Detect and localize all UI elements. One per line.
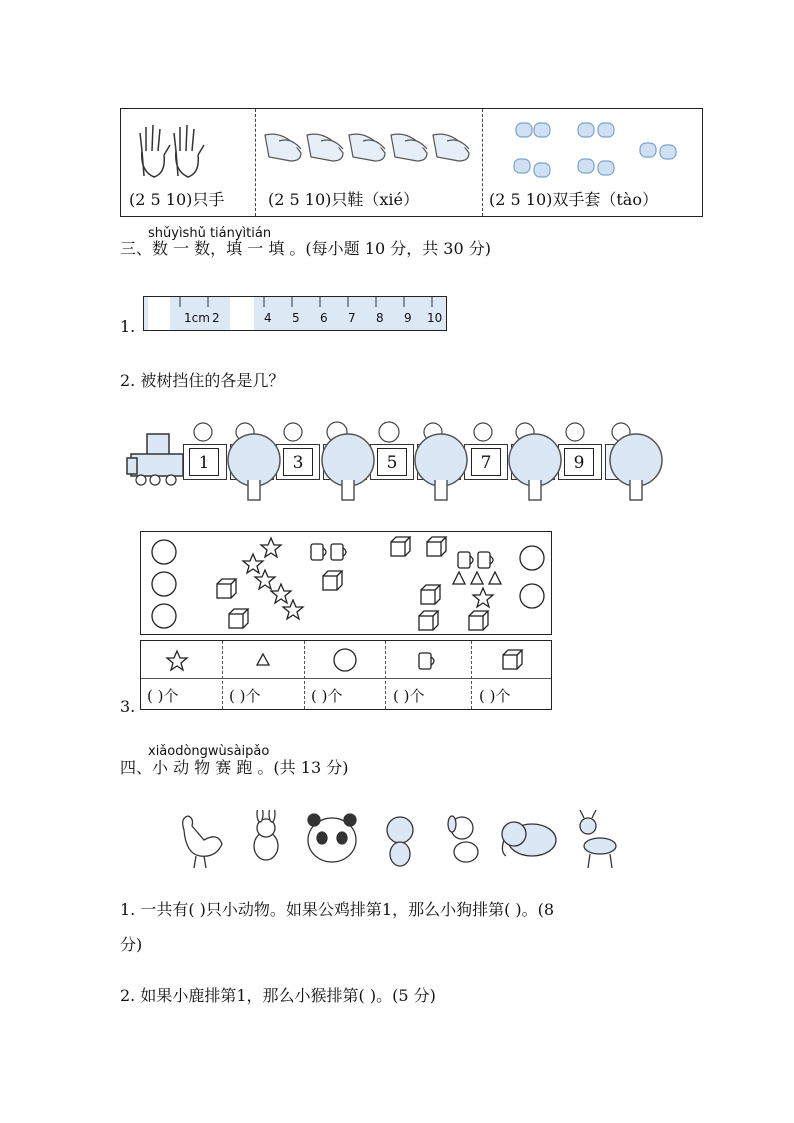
count-answer-triangle[interactable]: ( )个 bbox=[229, 687, 261, 705]
tree-icon bbox=[507, 432, 563, 502]
shapes-picture bbox=[140, 531, 552, 635]
section4-title: 四、小 动 物 赛 跑 。(共 13 分) bbox=[120, 758, 349, 777]
ruler-number: 1cm bbox=[184, 311, 210, 325]
q2-text: 2. 被树挡住的各是几？ bbox=[120, 371, 285, 390]
ruler-number: 5 bbox=[292, 311, 300, 325]
ruler-blank bbox=[230, 297, 254, 330]
train-number: 9 bbox=[564, 448, 594, 476]
tree-icon bbox=[413, 432, 469, 502]
ruler-number: 9 bbox=[404, 311, 412, 325]
section3-pinyin: shǔyìshǔ tiányìtián bbox=[148, 226, 272, 241]
counting-pairs-table bbox=[120, 108, 703, 217]
ruler-number: 6 bbox=[320, 311, 328, 325]
shape-header-icons bbox=[141, 645, 551, 675]
ruler bbox=[143, 296, 447, 331]
ruler-blank bbox=[148, 297, 170, 330]
count-answer-cube[interactable]: ( )个 bbox=[479, 687, 511, 705]
count-answer-cup[interactable]: ( )个 bbox=[393, 687, 425, 705]
ruler-number: 8 bbox=[376, 311, 384, 325]
ruler-ticks bbox=[144, 297, 445, 311]
tree-icon bbox=[320, 432, 376, 502]
locomotive-icon bbox=[125, 430, 187, 486]
section3-title: 三、数 一 数，填 一 填 。(每小题 10 分，共 30 分) bbox=[120, 239, 491, 258]
tree-icon bbox=[226, 432, 282, 502]
q1-label: 1. bbox=[120, 317, 136, 336]
tree-icon bbox=[608, 432, 664, 502]
train-number: 7 bbox=[471, 448, 501, 476]
hands-label: (2 5 10)只手 bbox=[129, 190, 225, 209]
divider bbox=[255, 109, 256, 216]
section4-pinyin: xiǎodòngwùsàipǎo bbox=[148, 744, 270, 759]
train-number: 3 bbox=[283, 448, 313, 476]
ruler-number: 7 bbox=[348, 311, 356, 325]
ruler-number: 10 bbox=[427, 311, 443, 325]
shapes-icon bbox=[141, 532, 551, 634]
shape-count-table bbox=[140, 640, 552, 710]
count-answer-circle[interactable]: ( )个 bbox=[311, 687, 343, 705]
hands-icon bbox=[136, 121, 208, 181]
ruler-number: 2 bbox=[212, 311, 220, 325]
count-answer-star[interactable]: ( )个 bbox=[147, 687, 179, 705]
gloves-icon bbox=[506, 117, 696, 189]
gloves-label: (2 5 10)双手套（tào） bbox=[489, 190, 658, 209]
ruler-number: 4 bbox=[264, 311, 272, 325]
divider bbox=[482, 109, 483, 216]
train-number: 1 bbox=[189, 448, 219, 476]
section4-q1-line1: 1. 一共有( )只小动物。如果公鸡排第1，那么小狗排第( )。(8 bbox=[120, 900, 555, 919]
q3-label: 3. bbox=[120, 697, 136, 716]
section4-q1-line2: 分) bbox=[120, 935, 143, 954]
shoes-icon bbox=[261, 127, 476, 167]
racing-animals-icon bbox=[170, 810, 630, 872]
train-number: 5 bbox=[377, 448, 407, 476]
section4-q2: 2. 如果小鹿排第1，那么小猴排第( )。(5 分) bbox=[120, 986, 436, 1005]
shoes-label: (2 5 10)只鞋（xié） bbox=[268, 190, 419, 209]
